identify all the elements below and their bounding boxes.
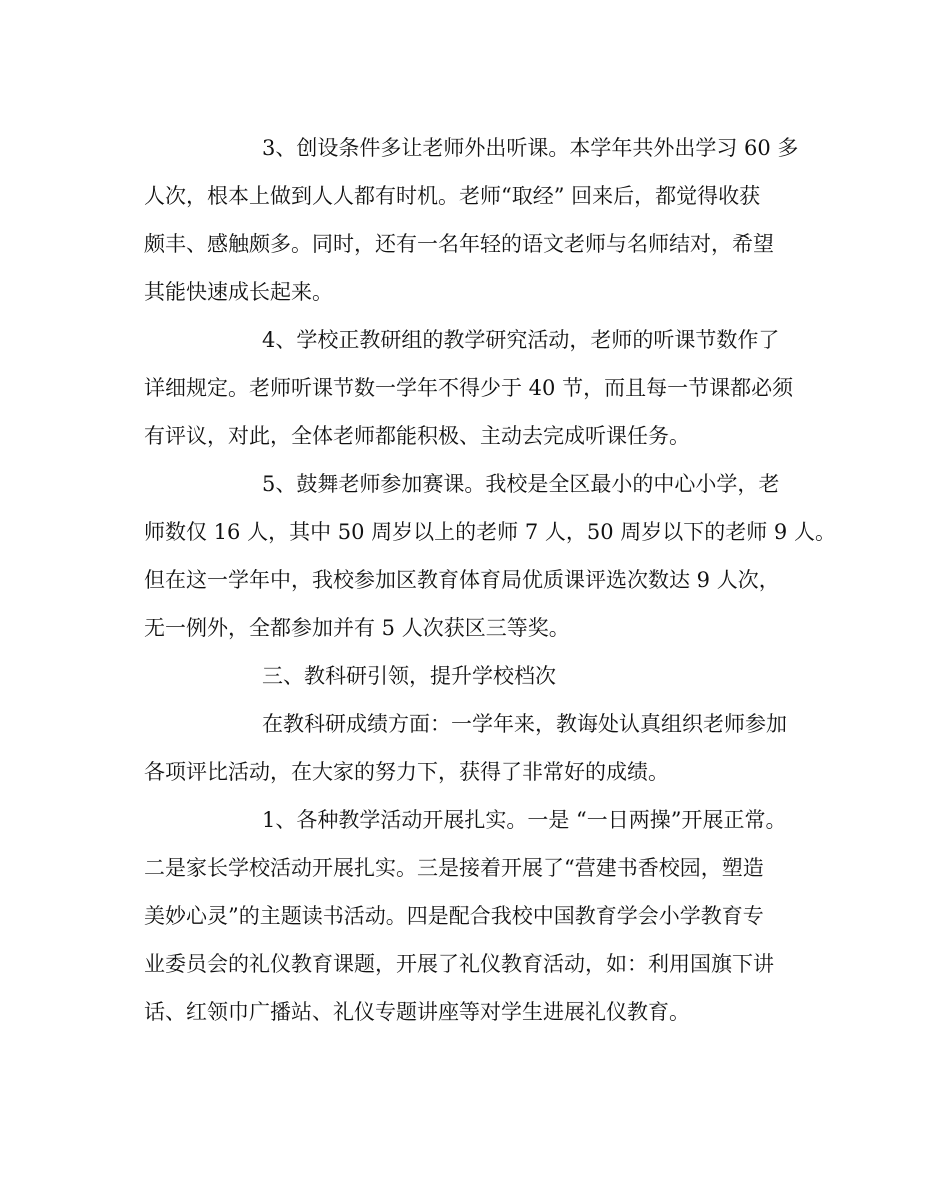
section-heading: 三、教科研引领，提升学校档次 xyxy=(262,664,556,688)
intro-line-1: 在教科研成绩方面：一学年来，教诲处认真组织老师参加 xyxy=(262,712,787,736)
paragraph-3-line-1: 3、创设条件多让老师外出听课。本学年共外出学习 60 多 xyxy=(262,136,799,160)
paragraph-5-line-1: 5、鼓舞老师参加赛课。我校是全区最小的中心小学，老 xyxy=(262,472,780,496)
paragraph-4-line-1: 4、学校正教研组的教学研究活动，老师的听课节数作了 xyxy=(262,328,780,352)
intro-line-2: 各项评比活动，在大家的努力下，获得了非常好的成绩。 xyxy=(144,760,669,784)
paragraph-5-line-3: 但在这一学年中，我校参加区教育体育局优质课评选次数达 9 人次， xyxy=(144,568,780,592)
paragraph-5-line-2: 师数仅 16 人，其中 50 周岁以上的老师 7 人，50 周岁以下的老师 9 人。 xyxy=(144,520,836,544)
paragraph-3-line-4: 其能快速成长起来。 xyxy=(144,280,333,304)
paragraph-5-line-4: 无一例外，全都参加并有 5 人次获区三等奖。 xyxy=(144,616,570,640)
paragraph-4-line-2: 详细规定。老师听课节数一学年不得少于 40 节，而且每一节课都必须 xyxy=(144,376,794,400)
paragraph-4-line-3: 有评议，对此，全体老师都能积极、主动去完成听课任务。 xyxy=(144,424,690,448)
paragraph-1-line-2: 二是家长学校活动开展扎实。三是接着开展了“营建书香校园，塑造 xyxy=(144,856,764,880)
paragraph-1-line-3: 美妙心灵”的主题读书活动。四是配合我校中国教育学会小学教育专 xyxy=(144,904,764,928)
paragraph-3-line-2: 人次，根本上做到人人都有时机。老师“取经” 回来后，都觉得收获 xyxy=(144,184,761,208)
paragraph-1-line-1: 1、各种教学活动开展扎实。一是 “一日两操”开展正常。 xyxy=(262,808,787,832)
paragraph-1-line-5: 话、红领巾广播站、礼仪专题讲座等对学生进展礼仪教育。 xyxy=(144,1000,690,1024)
paragraph-1-line-4: 业委员会的礼仪教育课题，开展了礼仪教育活动，如：利用国旗下讲 xyxy=(144,952,774,976)
paragraph-3-line-3: 颇丰、感触颇多。同时，还有一名年轻的语文老师与名师结对，希望 xyxy=(144,232,774,256)
